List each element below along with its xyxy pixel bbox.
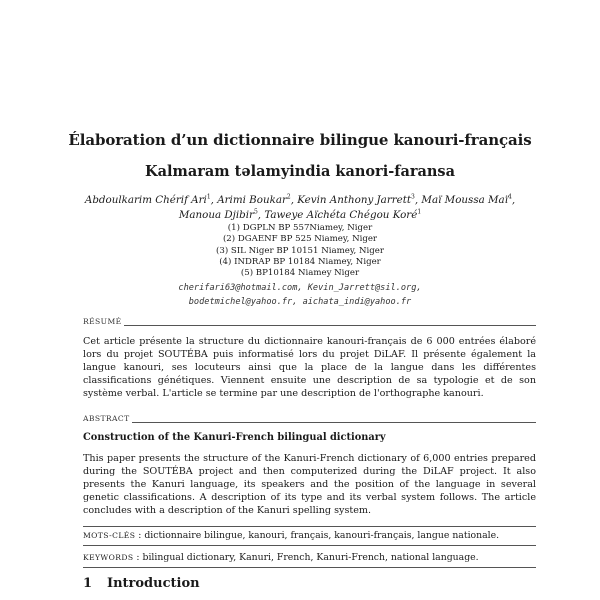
paper-subtitle: Kalmaram təlamyindia kanori-faransa (145, 163, 455, 180)
mots-cles (83, 529, 536, 542)
resume-label: RÉSUMÉ (83, 317, 122, 326)
section-heading (83, 576, 200, 591)
author-affiliation-mark: 1 (417, 208, 422, 216)
mots-cles-text: : dictionnaire bilingue, kanouri, français, kanouri-français, langue nationale. (135, 530, 500, 541)
abstract-label: ABSTRACT (83, 414, 130, 423)
section-number: 1 (83, 576, 93, 591)
mots-cles-label: MOTS-CLÉS (83, 531, 136, 540)
author-name: Manoua Djibir (178, 209, 254, 221)
keywords (83, 551, 536, 564)
affiliation-list (0, 223, 600, 279)
resume-rule (124, 319, 536, 326)
author-name: Abdoulkarim Chérif Ari (84, 194, 207, 206)
affiliation: (1) DGPLN BP 557Niamey, Niger (227, 223, 373, 233)
paper-title: Élaboration d’un dictionnaire bilingue kanouri-français (68, 131, 532, 149)
section-title: Introduction (107, 576, 200, 591)
abstract-text: This paper presents the structure of the Kanuri-French dictionary of 6,000 entries prepared during the SOUTÉBA project and then computerized during the DiLAF project. It also presents the Kanuri language, its speakers and the position of the language in several genetic classifications. A description of its type and its verbal system follows. The article concludes with a description of the Kanuri spelling system. (83, 453, 536, 516)
author-affiliation-mark: 2 (286, 193, 291, 201)
keywords-label: KEYWORDS (83, 553, 134, 562)
abstract-label-row (83, 414, 536, 423)
author-list: Abdoulkarim Chérif Ari$^1$, Arimi Boukar$^2$, Kevin Anthony Jarrett$^3$, Maï Moussa Maï$^4$, Manoua Djibir$^5$, Taweye Aïchéta Chégou Koré$^1$ (84, 193, 516, 221)
email-line[interactable]: cherifari63@hotmail.com, Kevin_Jarrett@sil.org, (178, 283, 422, 293)
divider (83, 526, 536, 527)
email-line[interactable]: bodetmichel@yahoo.fr, aichata_indi@yahoo.fr (188, 297, 412, 307)
author-affiliation-mark: 3 (411, 193, 415, 201)
divider (83, 545, 536, 546)
affiliation: (3) SIL Niger BP 10151 Niamey, Niger (216, 245, 384, 256)
author-name: Kevin Anthony Jarrett (297, 194, 412, 206)
author-name: Arimi Boukar (217, 194, 287, 206)
author-affiliation-mark: 4 (508, 193, 512, 201)
affiliation: (2) DGAENF BP 525 Niamey, Niger (222, 234, 378, 245)
abstract-rule (132, 416, 536, 423)
affiliation: (4) INDRAP BP 10184 Niamey, Niger (219, 256, 381, 267)
divider (83, 567, 536, 568)
keywords-text: : bilingual dictionary, Kanuri, French, Kanuri-French, national language. (133, 552, 479, 563)
author-affiliation-mark: 5 (253, 208, 258, 216)
author-name: Taweye Aïchéta Chégou Koré (264, 209, 418, 221)
author-name: Maï Moussa Maï (421, 194, 508, 206)
author-affiliation-mark: 1 (206, 193, 211, 201)
resume-label-row (83, 317, 536, 326)
affiliation: (5) BP10184 Niamey Niger (240, 268, 360, 279)
abstract-title: Construction of the Kanuri-French bilingual dictionary (83, 432, 386, 443)
resume-text: Cet article présente la structure du dictionnaire kanouri-français de 6 000 entrées élaboré lors du projet SOUTÉBA puis informatisé lors du projet DiLAF. Il présente également la langue kanouri, ses locuteurs ainsi que la place de la langue dans les différentes classifications génétiques. Viennent ensuite une description de sa typologie et de son système verbal. L'article se termine par une description de l'orthographe kanouri. (83, 336, 536, 399)
email-list (0, 281, 600, 309)
